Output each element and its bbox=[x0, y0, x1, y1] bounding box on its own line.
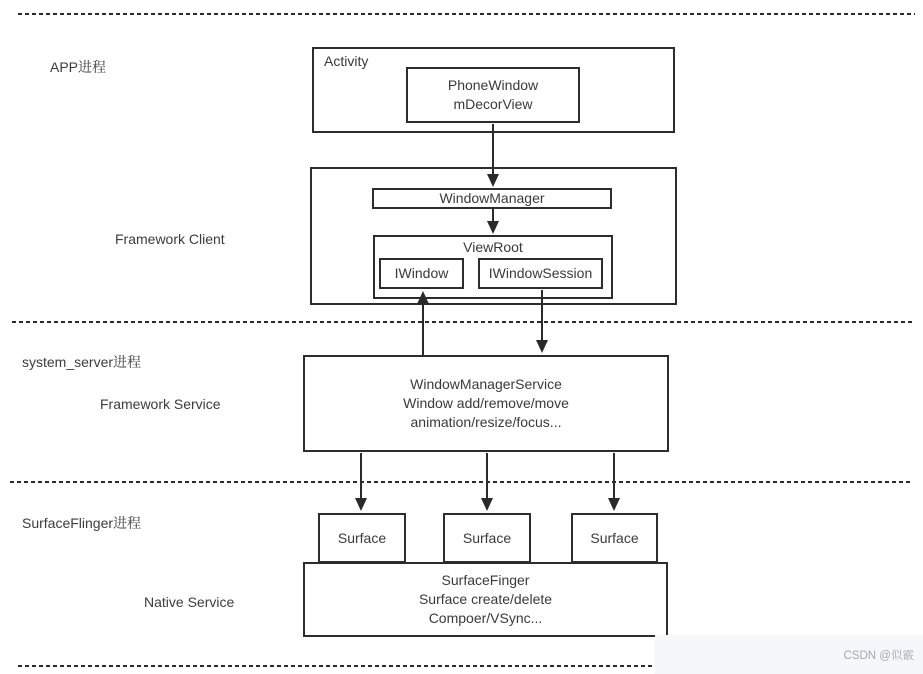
label-framework-service: Framework Service bbox=[100, 396, 221, 412]
arrow-wms-to-surface-2 bbox=[481, 453, 493, 511]
phone-window-box bbox=[406, 67, 580, 123]
window-manager-label: WindowManager bbox=[439, 190, 545, 206]
surface-finger-box bbox=[303, 562, 668, 637]
phone-window-line2: mDecorView bbox=[453, 96, 533, 112]
label-native-service: Native Service bbox=[144, 594, 235, 610]
wms-line3: animation/resize/focus... bbox=[410, 414, 562, 430]
wms-line1: WindowManagerService bbox=[410, 376, 562, 392]
arrow-wms-to-surface-1 bbox=[355, 453, 367, 511]
arrow-wms-to-surface-3 bbox=[608, 453, 620, 511]
label-framework-client: Framework Client bbox=[115, 231, 225, 247]
label-app-process: APP进程 bbox=[50, 59, 107, 75]
wms-line2: Window add/remove/move bbox=[403, 395, 569, 411]
phone-window-line1: PhoneWindow bbox=[447, 77, 539, 93]
label-system-server-process: system_server进程 bbox=[22, 354, 142, 370]
surface-finger-line3: Compoer/VSync... bbox=[428, 610, 543, 626]
label-surfaceflinger-process: SurfaceFlinger进程 bbox=[22, 515, 142, 531]
surface-label-3: Surface bbox=[590, 529, 639, 546]
surface-box-3 bbox=[571, 513, 658, 563]
activity-label: Activity bbox=[324, 53, 369, 69]
window-manager-service-box bbox=[303, 355, 669, 452]
surface-finger-line2: Surface create/delete bbox=[418, 591, 553, 607]
window-manager-box bbox=[372, 188, 612, 209]
iwindow-label: IWindow bbox=[394, 265, 449, 281]
watermark-text: CSDN @似霰 bbox=[843, 649, 914, 662]
surface-label-1: Surface bbox=[337, 529, 387, 546]
iwindow-session-label: IWindowSession bbox=[488, 265, 593, 281]
iwindow-box bbox=[379, 258, 464, 289]
surface-box-2 bbox=[443, 513, 531, 563]
view-root-label: ViewRoot bbox=[463, 239, 523, 255]
iwindow-session-box bbox=[478, 258, 603, 289]
surface-box-1 bbox=[318, 513, 406, 563]
watermark-area bbox=[655, 635, 923, 674]
surface-finger-line1: SurfaceFinger bbox=[441, 572, 530, 588]
surface-label-2: Surface bbox=[462, 529, 512, 546]
